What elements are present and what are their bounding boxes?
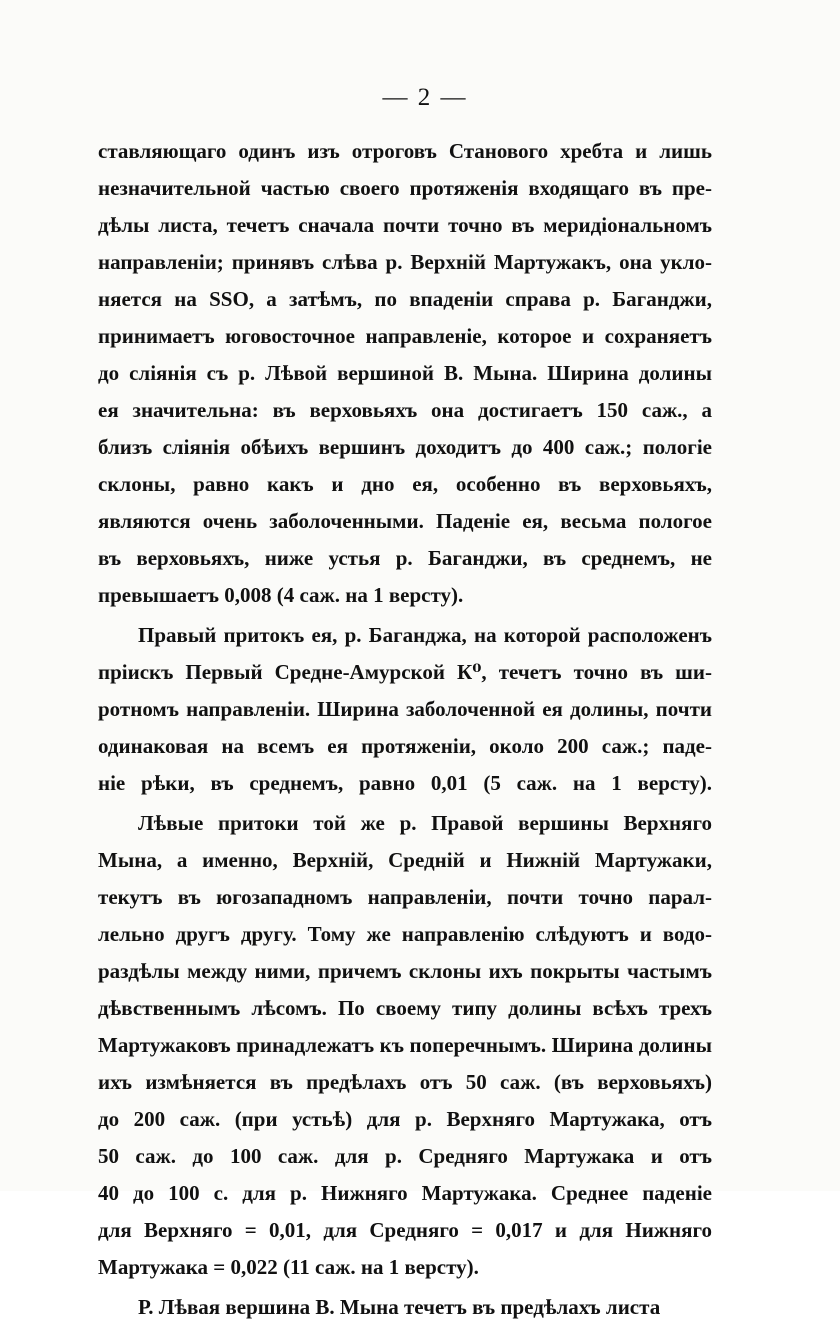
- text-line: ніе рѣки, въ среднемъ, равно 0,01 (5 саж. на 1 версту).: [98, 771, 712, 795]
- text-line: направленіи; принявъ слѣва р. Верхній Мартужакъ, она укло-: [98, 250, 712, 274]
- text-line: ротномъ направленіи. Ширина заболоченной ея долины, почти: [98, 697, 712, 721]
- text-line: до сліянія съ р. Лѣвой вершиной В. Мына. Ширина долины: [98, 361, 712, 385]
- paragraph: [98, 617, 712, 802]
- text-line: для Верхняго = 0,01, для Средняго = 0,017 и для Нижняго: [98, 1218, 712, 1242]
- paragraph: [98, 805, 712, 1286]
- text-line: няется на SSO, а затѣмъ, по впаденіи справа р. Баганджи,: [98, 287, 712, 311]
- page-number: — 2 —: [382, 84, 468, 111]
- text-line: превышаетъ 0,008 (4 саж. на 1 версту).: [98, 583, 464, 607]
- text-line: Р. Лѣвая вершина В. Мына течетъ въ предѣлахъ листа: [138, 1295, 661, 1319]
- text-line: Мартужака = 0,022 (11 саж. на 1 версту).: [98, 1255, 479, 1279]
- text-line: 40 до 100 с. для р. Нижняго Мартужака. Среднее паденіе: [98, 1181, 712, 1205]
- text-line: близъ сліянія обѣихъ вершинъ доходитъ до 400 саж.; пологіе: [98, 435, 712, 459]
- text-line: пріискъ Первый Средне-Амурской К⁰, течетъ точно въ ши-: [98, 660, 712, 684]
- text-line: Мына, а именно, Верхній, Средній и Нижній Мартужаки,: [98, 848, 712, 872]
- text-line: раздѣлы между ними, причемъ склоны ихъ покрыты частымъ: [98, 959, 712, 983]
- text-line: ея значительна: въ верховьяхъ она достигаетъ 150 саж., а: [98, 398, 712, 422]
- text-line: лельно другъ другу. Тому же направленію слѣдуютъ и водо-: [98, 922, 712, 946]
- text-line: текутъ въ югозападномъ направленіи, почти точно парал-: [98, 885, 712, 909]
- body-text: [98, 133, 712, 1326]
- text-line: одинаковая на всемъ ея протяженіи, около 200 саж.; паде-: [98, 734, 712, 758]
- text-line: являются очень заболоченными. Паденіе ея, весьма пологое: [98, 509, 712, 533]
- text-line: незначительной частью своего протяженія входящаго въ пре-: [98, 176, 712, 200]
- text-line: принимаетъ юговосточное направленіе, которое и сохраняетъ: [98, 324, 712, 348]
- text-line: въ верховьяхъ, ниже устья р. Баганджи, въ среднемъ, не: [98, 546, 712, 570]
- text-line: ставляющаго одинъ изъ отроговъ Станового хребта и лишь: [98, 139, 712, 163]
- text-line: до 200 саж. (при устьѣ) для р. Верхняго Мартужака, отъ: [98, 1107, 712, 1131]
- text-line: дѣлы листа, течетъ сначала почти точно въ меридіональномъ: [98, 213, 712, 237]
- text-line: ихъ измѣняется въ предѣлахъ отъ 50 саж. (въ верховьяхъ): [98, 1070, 712, 1094]
- text-line: Мартужаковъ принадлежатъ къ поперечнымъ. Ширина долины: [98, 1033, 712, 1057]
- text-line: склоны, равно какъ и дно ея, особенно въ верховьяхъ,: [98, 472, 712, 496]
- text-line: Лѣвые притоки той же р. Правой вершины Верхняго: [138, 811, 712, 835]
- paragraph: [98, 133, 712, 614]
- paragraph: [98, 1289, 712, 1326]
- text-line: 50 саж. до 100 саж. для р. Средняго Мартужака и отъ: [98, 1144, 712, 1168]
- text-line: Правый притокъ ея, р. Баганджа, на которой расположенъ: [138, 623, 712, 647]
- text-line: дѣвственнымъ лѣсомъ. По своему типу долины всѣхъ трехъ: [98, 996, 712, 1020]
